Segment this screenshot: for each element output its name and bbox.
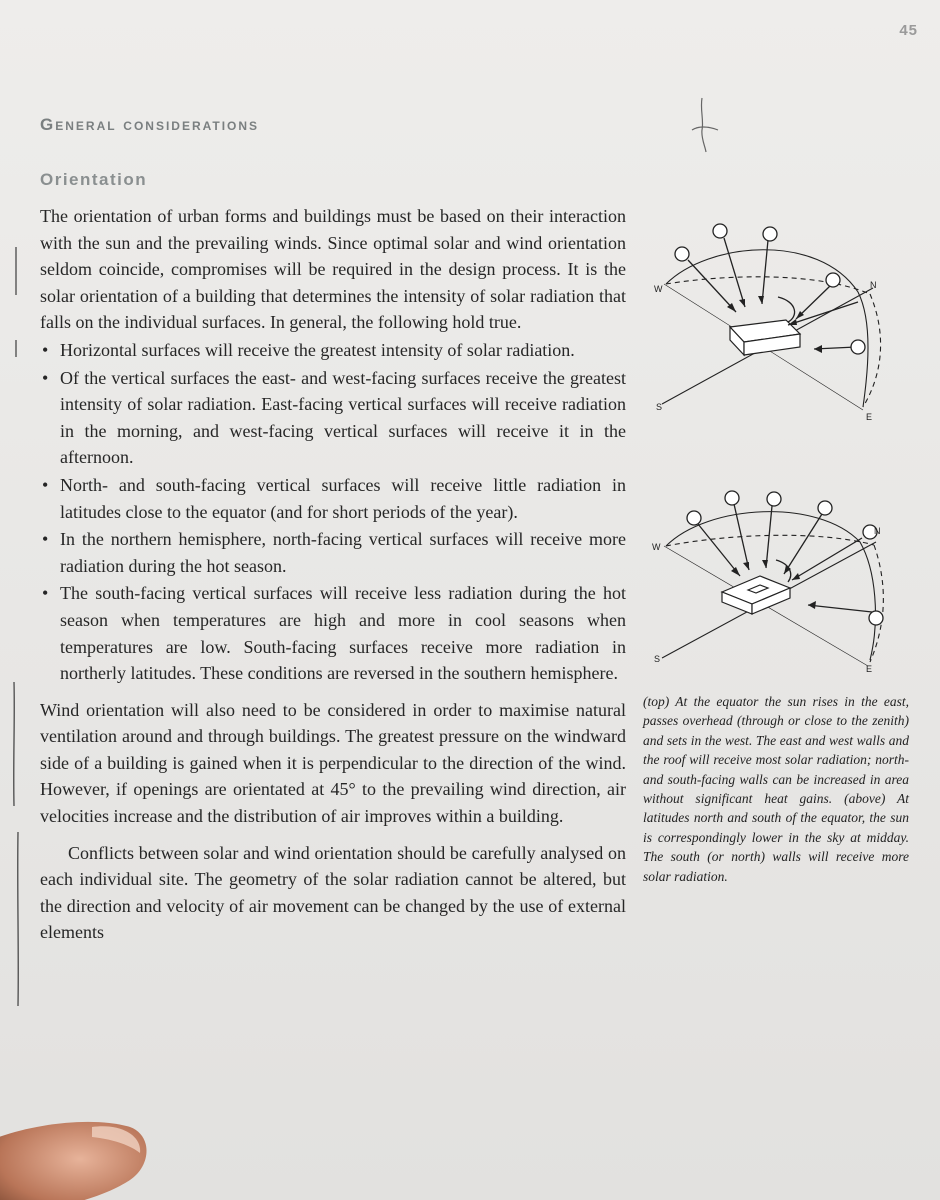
label-west: W bbox=[654, 284, 663, 294]
label-south: S bbox=[656, 402, 663, 412]
list-item-text: North- and south-facing vertical surfaces will receive little radiation in latitudes close to the equator (and for short periods of the year). bbox=[60, 474, 626, 522]
wind-paragraph: Wind orientation will also need to be considered in order to maximise natural ventilation around and through buildings. The greatest pressure on the windward side of a building is gained when it is perpendicular to the direction of the wind. However, if openings are orientated at 45° to the prevailing wind direction, air velocities increase and the distribution of air improves within a building. bbox=[40, 699, 626, 827]
pencil-margin-line-1 bbox=[12, 245, 20, 360]
subheading: Orientation bbox=[40, 170, 148, 189]
sun-path-diagram-equator bbox=[648, 222, 888, 427]
label-east: E bbox=[866, 664, 873, 674]
label-north: N bbox=[870, 280, 877, 290]
pencil-margin-line-2 bbox=[10, 680, 18, 810]
label-east: E bbox=[866, 412, 873, 422]
bullet-dot: • bbox=[42, 339, 49, 360]
sun-path-diagram-latitude bbox=[648, 490, 888, 680]
section-heading: General considerations bbox=[40, 115, 260, 134]
label-north: N bbox=[874, 526, 881, 536]
handwritten-mark bbox=[690, 96, 720, 154]
list-item-text: The south-facing vertical surfaces will receive less radiation during the hot season when temperatures are high and more in cool seasons when temperatures are low. South-facing surfaces receive more radiation in northerly latitudes. These conditions are reversed in the southern hemisphere. bbox=[60, 583, 626, 684]
list-item-text: Of the vertical surfaces the east- and west-facing surfaces receive the greatest intensity of solar radiation. East-facing vertical surfaces will receive radiation in the morning, and west-facing vertical surfaces will receive it in the afternoon. bbox=[60, 367, 626, 468]
list-item-text: Horizontal surfaces will receive the greatest intensity of solar radiation. bbox=[60, 339, 575, 360]
list-item bbox=[40, 580, 626, 686]
label-west: W bbox=[652, 542, 661, 552]
figure-caption: (top) At the equator the sun rises in the east, passes overhead (through or close to the zenith) and sets in the west. The east and west walls and the roof will receive most solar radiation; north- and south-facing walls can be increased in area without significant heat gains. (above) At latitudes north and south of the equator, the sun is correspondingly lower in the sky at midday. The south (or north) walls will receive more solar radiation. bbox=[643, 694, 909, 884]
page-number: 45 bbox=[899, 22, 918, 39]
conflicts-paragraph: Conflicts between solar and wind orientation should be carefully analysed on each individual site. The geometry of the solar radiation cannot be altered, but the direction and velocity of air movement can be changed by the use of external elements bbox=[40, 842, 626, 943]
bullet-dot: • bbox=[42, 583, 49, 604]
intro-paragraph: The orientation of urban forms and buildings must be based on their interaction with the sun and the prevailing winds. Since optimal solar and wind orientation seldom coincide, compromises will be required in the design process. It is the solar orientation of a building that determines the intensity of solar radiation that falls on the individual surfaces. In general, the following hold true. bbox=[40, 206, 626, 333]
list-item bbox=[40, 365, 626, 471]
bullet-list bbox=[40, 337, 626, 687]
body-text bbox=[40, 203, 626, 946]
list-item bbox=[40, 472, 626, 525]
bullet-dot: • bbox=[42, 367, 49, 388]
list-item bbox=[40, 526, 626, 579]
label-south: S bbox=[654, 654, 661, 664]
thumb-photo-artifact bbox=[0, 1105, 170, 1200]
pencil-margin-line-3 bbox=[14, 830, 22, 1010]
bullet-dot: • bbox=[42, 529, 49, 550]
list-item-text: In the northern hemisphere, north-facing vertical surfaces will receive more radiation during the hot season. bbox=[60, 529, 626, 576]
bullet-dot: • bbox=[42, 474, 49, 495]
list-item bbox=[40, 337, 626, 364]
